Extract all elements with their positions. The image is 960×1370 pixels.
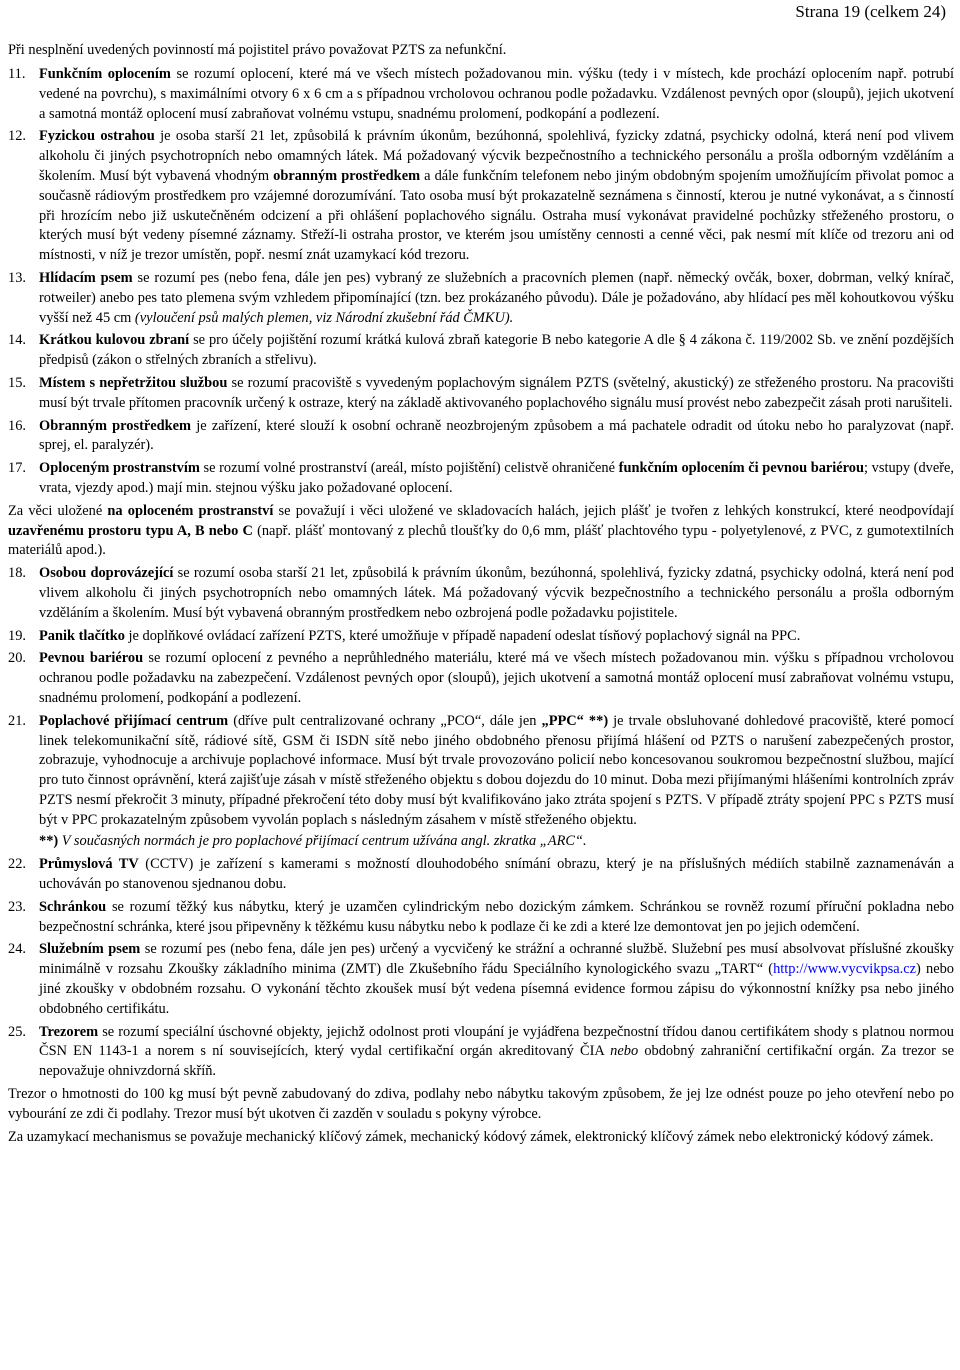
list-item: 24. Služebním psem se rozumí pes (nebo fena, dále jen pes) určený a vycvičený ke strážní a ochranné službě. Služební pes musí absolvovat příslušné zkoušky minimálně v rozsahu Zkoušky základního minima (ZMT) dle Zkušebního řádu Speciálního kynologického svazu „TART“ (http://www.vycvikpsa.cz) nebo jiné zkoušky v obdobném rozsahu. O vykonání těchto zkoušek musí být vedena písemná evidence formou zápisu do výkonnostní knížky psa nebo jiného obdobného certifikátu. <box>8 941 954 1017</box>
list-item: 18. Osobou doprovázející se rozumí osoba starší 21 let, způsobilá k právním úkonům, bezúhonná, spolehlivá, fyzicky zdatná, psychicky odolná, která není pod vlivem alkoholu či jiných psychotropních nebo omamných látek. Má požadovaný výcvik bezpečnostního a technického personálu a prošla odborným vzděláním a školením. Musí být vybavená obranným prostředkem nebo ozbrojená podle požadavku pojistitele. <box>8 565 955 621</box>
list-item: 11. Funkčním oplocením se rozumí oplocení, které má ve všech místech požadovanou min. výšku (tedy i v místech, kde prochází oplocením např. potrubí vedené na povrchu), s maximálními otvory 6 x 6 cm a s případnou vrcholovou ochranou podle požadavku. Vzdálenost pevných opor (sloupů), jejich ukotvení a samotná montáž oplocení musí zabraňovat volnému vstupu, snadnému prolomení, podkopání a podlezení. <box>8 66 954 122</box>
list-item: 12. Fyzickou ostrahou je osoba starší 21 let, způsobilá k právním úkonům, bezúhonná, spolehlivá, fyzicky zdatná, psychicky odolná, která není pod vlivem alkoholu či jiných psychotropních nebo omamných látek. Má požadovaný výcvik bezpečnostního a technického personálu a prošla odborným vzděláním a školením. Musí být vybavená vhodným obranným prostředkem a dále funkčním telefonem nebo jiným obdobným spojením umožňujícím přivolat pomoc a současně rádiovým prostředkem pro vzájemné dorozumívání. Tato osoba musí být prokazatelně seznámena s činností, kterou je nutné vykonávat, a s činností při hrozícím nebo již uskutečněném odcizení a při ohlášení poplachového signálu. Ostraha musí vykonávat pravidelné pochůzky střeženého prostoru, o kterých musí být vedeny písemné záznamy. Střeží-li ostraha prostor, ve kterém jsou umístěny cennosti a cenné věci, pak nesmí mít klíče od trezoru ani od místnosti, v níž je trezor umístěn, popř. nesmí znát uzamykací kód trezoru. <box>8 128 954 264</box>
list-item: 21. Poplachové přijímací centrum (dříve pult centralizované ochrany „PCO“, dále jen „PPC“ **) je trvale obsluhované dohledové pracoviště, které pomocí linek telekomunikační sítě, rádiové sítě, GSM či ISDN sítě nebo jiného obdobného přenosu přijímá hlášení od PZTS o narušení zabezpečených prostor, zobrazuje, vyhodnocuje a archivuje poplachové informace. Musí být trvale provozováno policií nebo koncesovanou soukromou bezpečnostní službou, mající pro tuto činnost oprávnění, která zajišťuje zásah v místě střeženého objektu s dobou dojezdu do 10 minut. Doba mezi přijímanými hlášeními kontrolních zpráv PZTS nesmí překročit 3 minuty, případné překročení této doby musí být kvalifikováno jako ztráta spojení s PZTS. V případě ztráty spojení PPC s PZTS musí být v PPC prokazatelným způsobem vyvolán poplach s následným zásahem v místě střeženého objektu. **) V současných normách je pro poplachové přijímací centrum užívána angl. zkratka „ARC“. <box>8 712 954 853</box>
list-item: 14. Krátkou kulovou zbraní se pro účely pojištění rozumí krátká kulová zbraň kategorie B nebo kategorie A dle § 4 zákona č. 119/2002 Sb. ve znění pozdějších předpisů (zákon o střelných zbraních a střelivu). <box>8 332 954 369</box>
list-item: 25. Trezorem se rozumí speciální úschovné objekty, jejichž odolnost proti vloupání je vyjádřena bezpečnostní třídou danou certifikátem shody s platnou normou ČSN EN 1143-1 a norem s ní souvisejících, který vydal certifikační orgán akreditovaný ČIA nebo obdobný zahraniční certifikační orgán. Za trezor se nepovažuje ohnivzdorná skříň. <box>8 1023 954 1080</box>
list-item: 15. Místem s nepřetržitou službou se rozumí pracoviště s vyvedeným poplachovým signálem PZTS (světelný, akustický) ze střeženého prostoru. Na pracovišti musí být trvale přítomen pracovník určený k ostraze, který na základě aktivovaného poplachového signálu musí provést nebo zabezpečit zásah proti narušiteli. <box>8 374 954 411</box>
footnote: **) V současných normách je pro poplachové přijímací centrum užívána angl. zkratka „ARC“. <box>39 833 587 850</box>
list-item: 20. Pevnou bariérou se rozumí oplocení z pevného a neprůhledného materiálu, které má ve všech místech požadovanou min. výšku s případnou vrcholovou ochranou podle požadavku na zabezpečení. Vzdálenost pevných opor (sloupů), jejich ukotvení a samotná montáž oplocení musí zabraňovat volnému vstupu, snadnému prolomení, podkopání a podlezení. <box>8 650 954 706</box>
list-item: 13. Hlídacím psem se rozumí pes (nebo fena, dále jen pes) vybraný ze služebních a pracovních plemen (např. německý ovčák, boxer, dobrman, velký knírač, rotweiler) anebo pes tato plemena svým vzhledem připomínající (tzn. bez prokázaného původu). Dále je požadováno, aby hlídací pes měl kohoutkovou výšku vyšší než 45 cm (vyloučení psů malých plemen, viz Národní zkušební řád ČMKU). <box>8 269 954 326</box>
list-item: 19. Panik tlačítko je doplňkové ovládací zařízení PZTS, které umožňuje v případě napadení odeslat tísňový poplachový signál na PPC. <box>8 627 801 644</box>
list-item: 16. Obranným prostředkem je zařízení, které slouží k osobní ochraně neozbrojeným způsobem a má pachatele odradit od útoku nebo ho paralyzovat (např. sprej, el. paralyzér). <box>8 417 954 454</box>
paragraph-stored-goods: Za věci uložené na oploceném prostranství se považují i věci uložené ve skladovacích halách, jejich plášť je tvořen z lehkých konstrukcí, které neodpovídají uzavřenému prostoru typu A, B nebo C (např. plášť montovaný z plechů tloušťky do 0,6 mm, plášť plachtového typu - polyetylenové, z PVC, z gumotextilních materiálů apod.). <box>8 502 954 559</box>
list-item: 22. Průmyslová TV (CCTV) je zařízení s kamerami s možností dlouhodobého snímání obrazu, který je na příslušných médiích stabilně zaznamenáván a uchováván po stanovenou sjednanou dobu. <box>8 856 954 893</box>
paragraph-locking: Za uzamykací mechanismus se považuje mechanický klíčový zámek, mechanický kódový zámek, elektronický klíčový zámek nebo elektronický kódový zámek. <box>8 1128 934 1145</box>
page-number: Strana 19 (celkem 24) <box>795 2 946 21</box>
list-item: 17. Oploceným prostranstvím se rozumí volné prostranství (areál, místo pojištění) celistvě ohraničené funkčním oplocením či pevnou bariérou; vstupy (dveře, vrata, vjezdy apod.) mají min. stejnou výšku jako požadované oplocení. <box>8 460 955 496</box>
list-item: 23. Schránkou se rozumí těžký kus nábytku, který je uzamčen cylindrickým nebo dozickým zámkem. Schránkou se rovněž rozumí příruční pokladna nebo bezpečnostní schránka, které jsou připevněny k těžkému kusu nábytku nebo k podlaze či ke zdi a které lze demontovat jen po jejich odemčení. <box>8 898 954 935</box>
vycvikpsa-link[interactable]: http://www.vycvikpsa.cz <box>773 961 917 978</box>
intro-line: Při nesplnění uvedených povinností má pojistitel právo považovat PZTS za nefunkční. <box>8 42 507 58</box>
definitions-list <box>8 65 954 1150</box>
paragraph-safe-weight: Trezor o hmotnosti do 100 kg musí být pevně zabudovaný do zdiva, podlahy nebo nábytku takovým způsobem, že jej lze odnést pouze po jeho otevření nebo po vybourání ze zdi či podlahy. Trezor musí být ukotven či zazděn v souladu s pokyny výrobce. <box>8 1086 954 1122</box>
